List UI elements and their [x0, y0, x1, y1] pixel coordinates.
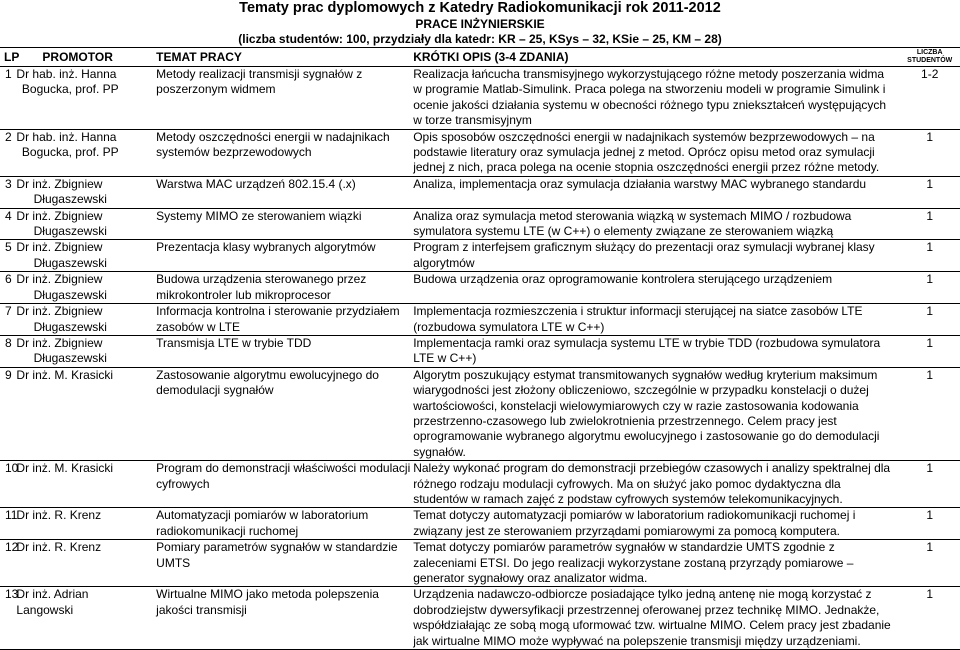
row-description: Implementacja ramki oraz symulacja systemu LTE w trybie TDD (rozbudowa symulatora LTE w C++) — [413, 335, 881, 366]
row-student-count: 1 — [926, 272, 934, 287]
promotor-line1: Dr inż. Adrian Langowski — [16, 587, 89, 617]
row-topic: Metody oszczędności energii w nadajnikach systemów bezprzewodowych — [156, 129, 390, 160]
row-topic: Wirtualne MIMO jako metoda polepszenia jakości transmisji — [156, 587, 379, 617]
document-header — [0, 0, 960, 47]
row-description: Program z interfejsem graficznym służący do prezentacji oraz symulacji wybranej klasy algorytmów — [413, 240, 875, 270]
row-topic: Transmisja LTE w trybie TDD — [156, 335, 312, 350]
row-promotor — [10, 587, 148, 650]
row-number: 10 — [5, 461, 19, 476]
row-number: 2 — [5, 129, 12, 144]
promotor-line2: Bogucka, prof. PP — [21, 145, 119, 160]
row-number: 11 — [5, 508, 18, 523]
row-topic: Systemy MIMO ze sterowaniem wiązki — [156, 208, 362, 223]
row-student-count: 1 — [926, 176, 934, 191]
row-topic: Automatyzacji pomiarów w laboratorium radiokomunikacji ruchomej — [156, 508, 369, 538]
row-promotor — [10, 367, 148, 460]
row-description: Implementacja rozmieszczenia i struktur informacji sterującej na siatce zasobów LTE (rozbudowa symulatora LTE w C++) — [413, 304, 863, 334]
table-row — [0, 240, 960, 272]
column-header-liczba-line2: STUDENTÓW — [907, 57, 953, 64]
row-description: Realizacja łańcucha transmisyjnego wykorzystującego różne metody poszerzania widma w programie Matlab-Simulink. Praca polega na stworzeniu modeli w programie Simulink i ocenie jakości działania systemu w obecności różnego typu zniekształceń występujących w torze transmisyjnym — [413, 67, 887, 128]
column-header-liczba-line1: LICZBA — [916, 49, 943, 56]
row-description: Budowa urządzenia oraz oprogramowanie kontrolera sterującego urządzeniem — [413, 272, 833, 287]
row-topic: Prezentacja klasy wybranych algorytmów — [156, 240, 376, 255]
row-number: 9 — [5, 367, 12, 382]
table-row — [0, 508, 960, 540]
row-description: Należy wykonać program do demonstracji przebiegów czasowych i analizy spektralnej dla różnego rodzaju modulacji cyfrowych. Ma on służyć jako pomoc dydaktyczna dla studentów w ramach zajęć z podstaw cyfrowych systemów telekomunikacyjnych. — [413, 461, 891, 506]
promotor-line2: Bogucka, prof. PP — [21, 82, 119, 97]
column-header-liczba — [899, 48, 960, 67]
table-row — [0, 129, 960, 176]
row-student-count: 1 — [926, 129, 934, 144]
table-row — [0, 461, 960, 508]
row-student-count: 1 — [926, 587, 934, 602]
table-row — [0, 208, 960, 240]
promotor-line1: Dr inż. Zbigniew — [16, 335, 103, 350]
row-topic: Metody realizacji transmisji sygnałów z poszerzonym widmem — [156, 67, 363, 97]
row-number: 6 — [5, 272, 12, 287]
row-description: Temat dotyczy automatyzacji pomiarów w laboratorium radiokomunikacji ruchomej i związany jest ze sterowaniem przyrządami pomiarowymi za pomocą komputera. — [413, 508, 856, 538]
table-row — [0, 335, 960, 367]
row-number: 4 — [5, 208, 12, 223]
table-row — [0, 367, 960, 460]
row-number: 13 — [5, 587, 19, 602]
column-header-opis: KRÓTKI OPIS (3-4 ZDANIA) — [413, 50, 569, 64]
promotor-line2: Długaszewski — [33, 351, 107, 366]
row-student-count: 1 — [926, 367, 934, 382]
promotor-line2: Długaszewski — [33, 319, 107, 334]
row-promotor — [10, 508, 148, 540]
row-number: 12 — [5, 540, 19, 555]
promotor-line2: Długaszewski — [33, 255, 107, 270]
row-description: Urządzenia nadawczo-odbiorcze posiadające tylko jedną antenę nie mogą korzystać z dobrodziejstw dywersyfikacji przestrzennej oferowanej przez technikę MIMO. Jednakże, współdziałając ze sobą mogą uformować tzw. wirtualne MIMO. Celem pracy jest zbadanie jak wirtualne MIMO może wypływać na polepszenie transmisji między urządzeniami. — [413, 587, 891, 648]
row-student-count: 1 — [926, 240, 934, 255]
row-description: Analiza oraz symulacja metod sterowania wiązką w systemach MIMO / rozbudowa symulatora systemu LTE (w C++) o elementy związane ze sterowaniem wiązką — [413, 208, 852, 239]
promotor-line1: Dr inż. Zbigniew — [16, 304, 103, 319]
promotor-line2: Długaszewski — [33, 224, 107, 239]
promotor-line1: Dr inż. R. Krenz — [16, 540, 102, 555]
row-number: 3 — [5, 176, 12, 191]
promotor-line1: Dr inż. Zbigniew — [16, 176, 103, 191]
row-topic: Program do demonstracji właściwości modulacji cyfrowych — [156, 461, 411, 491]
row-student-count: 1 — [926, 508, 934, 523]
table-row — [0, 272, 960, 304]
row-number: 8 — [5, 335, 12, 350]
row-promotor — [10, 240, 148, 272]
column-header-lp: LP — [4, 50, 20, 64]
row-description: Analiza, implementacja oraz symulacja działania warstwy MAC wybranego standardu — [413, 176, 867, 191]
row-promotor — [10, 335, 148, 367]
document-subtitle: PRACE INŻYNIERSKIE — [415, 17, 545, 31]
promotor-line1: Dr inż. Zbigniew — [16, 240, 103, 255]
row-number: 1 — [5, 67, 12, 81]
table-row — [0, 304, 960, 336]
row-student-count: 1 — [926, 208, 934, 223]
promotor-line1: Dr inż. Zbigniew — [16, 208, 103, 223]
row-student-count: 1-2 — [921, 67, 939, 81]
row-promotor — [10, 540, 148, 587]
row-promotor — [10, 272, 148, 304]
table-row — [0, 67, 960, 130]
row-topic: Warstwa MAC urządzeń 802.15.4 (.x) — [156, 176, 356, 191]
column-header-promotor: PROMOTOR — [42, 50, 113, 64]
promotor-line1: Dr inż. Zbigniew — [16, 272, 103, 287]
row-promotor — [10, 67, 148, 130]
row-topic: Zastosowanie algorytmu ewolucyjnego do demodulacji sygnałów — [156, 367, 379, 398]
table-row — [0, 587, 960, 650]
row-promotor — [10, 461, 148, 508]
row-student-count: 1 — [926, 540, 934, 555]
row-promotor — [10, 176, 148, 208]
row-student-count: 1 — [926, 304, 934, 319]
row-topic: Informacja kontrolna i sterowanie przydziałem zasobów w LTE — [156, 304, 400, 334]
promotor-line1: Dr inż. M. Krasicki — [16, 367, 114, 382]
row-topic: Pomiary parametrów sygnałów w standardzie UMTS — [156, 540, 398, 570]
row-number: 7 — [5, 304, 12, 319]
row-student-count: 1 — [926, 335, 934, 350]
table-row — [0, 540, 960, 587]
row-promotor — [10, 304, 148, 336]
column-header-temat: TEMAT PRACY — [156, 50, 242, 64]
row-promotor — [10, 208, 148, 240]
promotor-line1: Dr inż. M. Krasicki — [16, 461, 114, 476]
promotor-line1: Dr inż. R. Krenz — [16, 508, 102, 523]
promotor-line1: Dr hab. inż. Hanna — [16, 129, 117, 144]
row-description: Opis sposobów oszczędności energii w nadajnikach systemów bezprzewodowych – na podstawie literatury oraz symulacja jednej z metod. Oprócz opisu metod oraz symulacji jednej z nich, praca polega na ocenie stopnia oszczędności energii przez różne metody. — [413, 129, 880, 175]
row-number: 5 — [5, 240, 12, 255]
table-row — [0, 176, 960, 208]
document-title: Tematy prac dyplomowych z Katedry Radiokomunikacji rok 2011-2012 — [239, 0, 721, 16]
row-promotor — [10, 129, 148, 176]
promotor-line2: Długaszewski — [33, 192, 107, 207]
row-description: Temat dotyczy pomiarów parametrów sygnałów w standardzie UMTS zgodnie z zaleceniami ETSI. Do jego realizacji wykorzystane zostaną przyrządy pomiarowe – generator sygnałowy oraz analizator widma. — [413, 540, 854, 585]
document-info: (liczba studentów: 100, przydziały dla katedr: KR – 25, KSys – 32, KSie – 25, KM – 28) — [238, 32, 722, 46]
row-student-count: 1 — [926, 461, 934, 476]
row-description: Algorytm poszukujący estymat transmitowanych sygnałów według kryterium maksimum wiarygodności jest złożony obliczeniowo, szczególnie w przypadku konstelacji o dużej wartościowości, konstelacji wielowymiarowych czy w razie zastosowania kodowania przestrzenno-czasowego lub zwielokrotnienia przestrzennego. Celem pracy jest oprogramowanie wybranego algorytmu ewolucyjnego i zastosowanie go do demodulacji sygnałów. — [413, 367, 880, 459]
topics-table — [0, 47, 960, 650]
promotor-line1: Dr hab. inż. Hanna — [16, 67, 117, 81]
table-header-row — [0, 48, 960, 67]
promotor-line2: Długaszewski — [33, 287, 107, 302]
row-topic: Budowa urządzenia sterowanego przez mikrokontroler lub mikroprocesor — [156, 272, 367, 302]
